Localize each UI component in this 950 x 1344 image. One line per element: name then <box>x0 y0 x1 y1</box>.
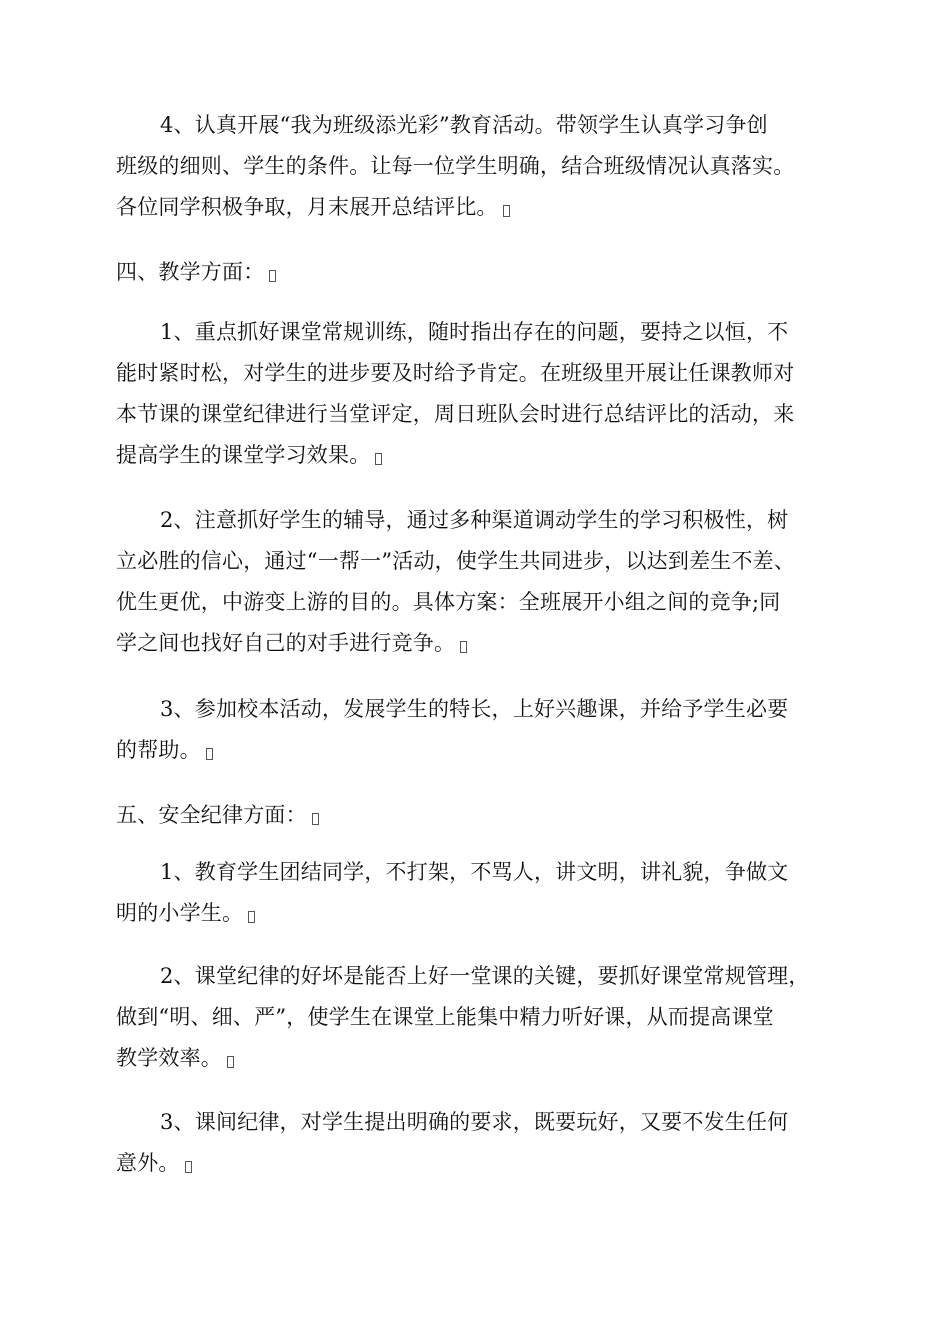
paragraph-teaching-3 <box>116 689 856 771</box>
text-line: 立必胜的信心，通过“一帮一”活动，使学生共同进步，以达到差生不差、 <box>116 549 796 573</box>
paragraph-mark-icon <box>185 1161 192 1173</box>
text-line: 班级的细则、学生的条件。让每一位学生明确，结合班级情况认真落实。 <box>116 154 795 178</box>
paragraph-teaching-2 <box>116 500 856 664</box>
text-line: 优生更优，中游变上游的目的。具体方案：全班展开小组之间的竞争;同 <box>116 590 781 614</box>
text-line-content: 提高学生的课堂学习效果。 <box>116 443 371 467</box>
text-line-content: 教学效率。 <box>116 1046 222 1070</box>
text-line: 3、课间纪律，对学生提出明确的要求，既要玩好，又要不发生任何 <box>160 1110 789 1134</box>
paragraph-mark-icon <box>460 641 467 653</box>
paragraph-mark-icon <box>312 813 319 825</box>
heading-text: 五、安全纪律方面： <box>116 803 307 827</box>
text-line: 做到“明、细、严”，使学生在课堂上能集中精力听好课，从而提高课堂 <box>116 1005 774 1029</box>
text-line <box>116 1143 856 1184</box>
section-heading-teaching <box>116 252 856 293</box>
text-line: 1、重点抓好课堂常规训练，随时指出存在的问题，要持之以恒，不 <box>160 320 789 344</box>
text-line-content: 明的小学生。 <box>116 901 244 925</box>
paragraph-mark-icon <box>269 270 276 282</box>
text-line <box>116 893 856 934</box>
text-line: 3、参加校本活动，发展学生的特长，上好兴趣课，并给予学生必要 <box>160 697 789 721</box>
heading-line <box>116 252 856 293</box>
text-line: 本节课的课堂纪律进行当堂评定，周日班队会时进行总结评比的活动，来 <box>116 402 795 426</box>
text-line-content: 各位同学积极争取，月末展开总结评比。 <box>116 195 498 219</box>
heading-line <box>116 795 856 836</box>
text-line <box>116 435 856 476</box>
text-line: 4、认真开展“我为班级添光彩”教育活动。带领学生认真学习争创 <box>160 113 768 137</box>
text-line <box>116 730 856 771</box>
paragraph-safety-1 <box>116 852 856 934</box>
paragraph-safety-3 <box>116 1102 856 1184</box>
text-line-content: 学之间也找好自己的对手进行竞争。 <box>116 631 456 655</box>
text-line <box>116 623 856 664</box>
paragraph-mark-icon <box>503 205 510 217</box>
paragraph-mark-icon <box>227 1056 234 1068</box>
text-line-content: 的帮助。 <box>116 738 201 762</box>
text-line <box>116 1038 856 1079</box>
paragraph-mark-icon <box>206 748 213 760</box>
paragraph-mark-icon <box>375 453 382 465</box>
heading-text: 四、教学方面： <box>116 260 265 284</box>
paragraph-teaching-1 <box>116 312 856 476</box>
paragraph-item-4 <box>116 105 856 228</box>
text-line <box>116 187 856 228</box>
text-line: 能时紧时松，对学生的进步要及时给予肯定。在班级里开展让任课教师对 <box>116 361 795 385</box>
text-line: 2、注意抓好学生的辅导，通过多种渠道调动学生的学习积极性，树 <box>160 508 789 532</box>
text-line: 2、课堂纪律的好坏是能否上好一堂课的关键，要抓好课堂常规管理， <box>160 964 810 988</box>
text-line-content: 意外。 <box>116 1151 180 1175</box>
paragraph-safety-2 <box>116 956 856 1079</box>
text-line: 1、教育学生团结同学，不打架，不骂人，讲文明，讲礼貌，争做文 <box>160 860 789 884</box>
section-heading-safety <box>116 795 856 836</box>
paragraph-mark-icon <box>248 911 255 923</box>
